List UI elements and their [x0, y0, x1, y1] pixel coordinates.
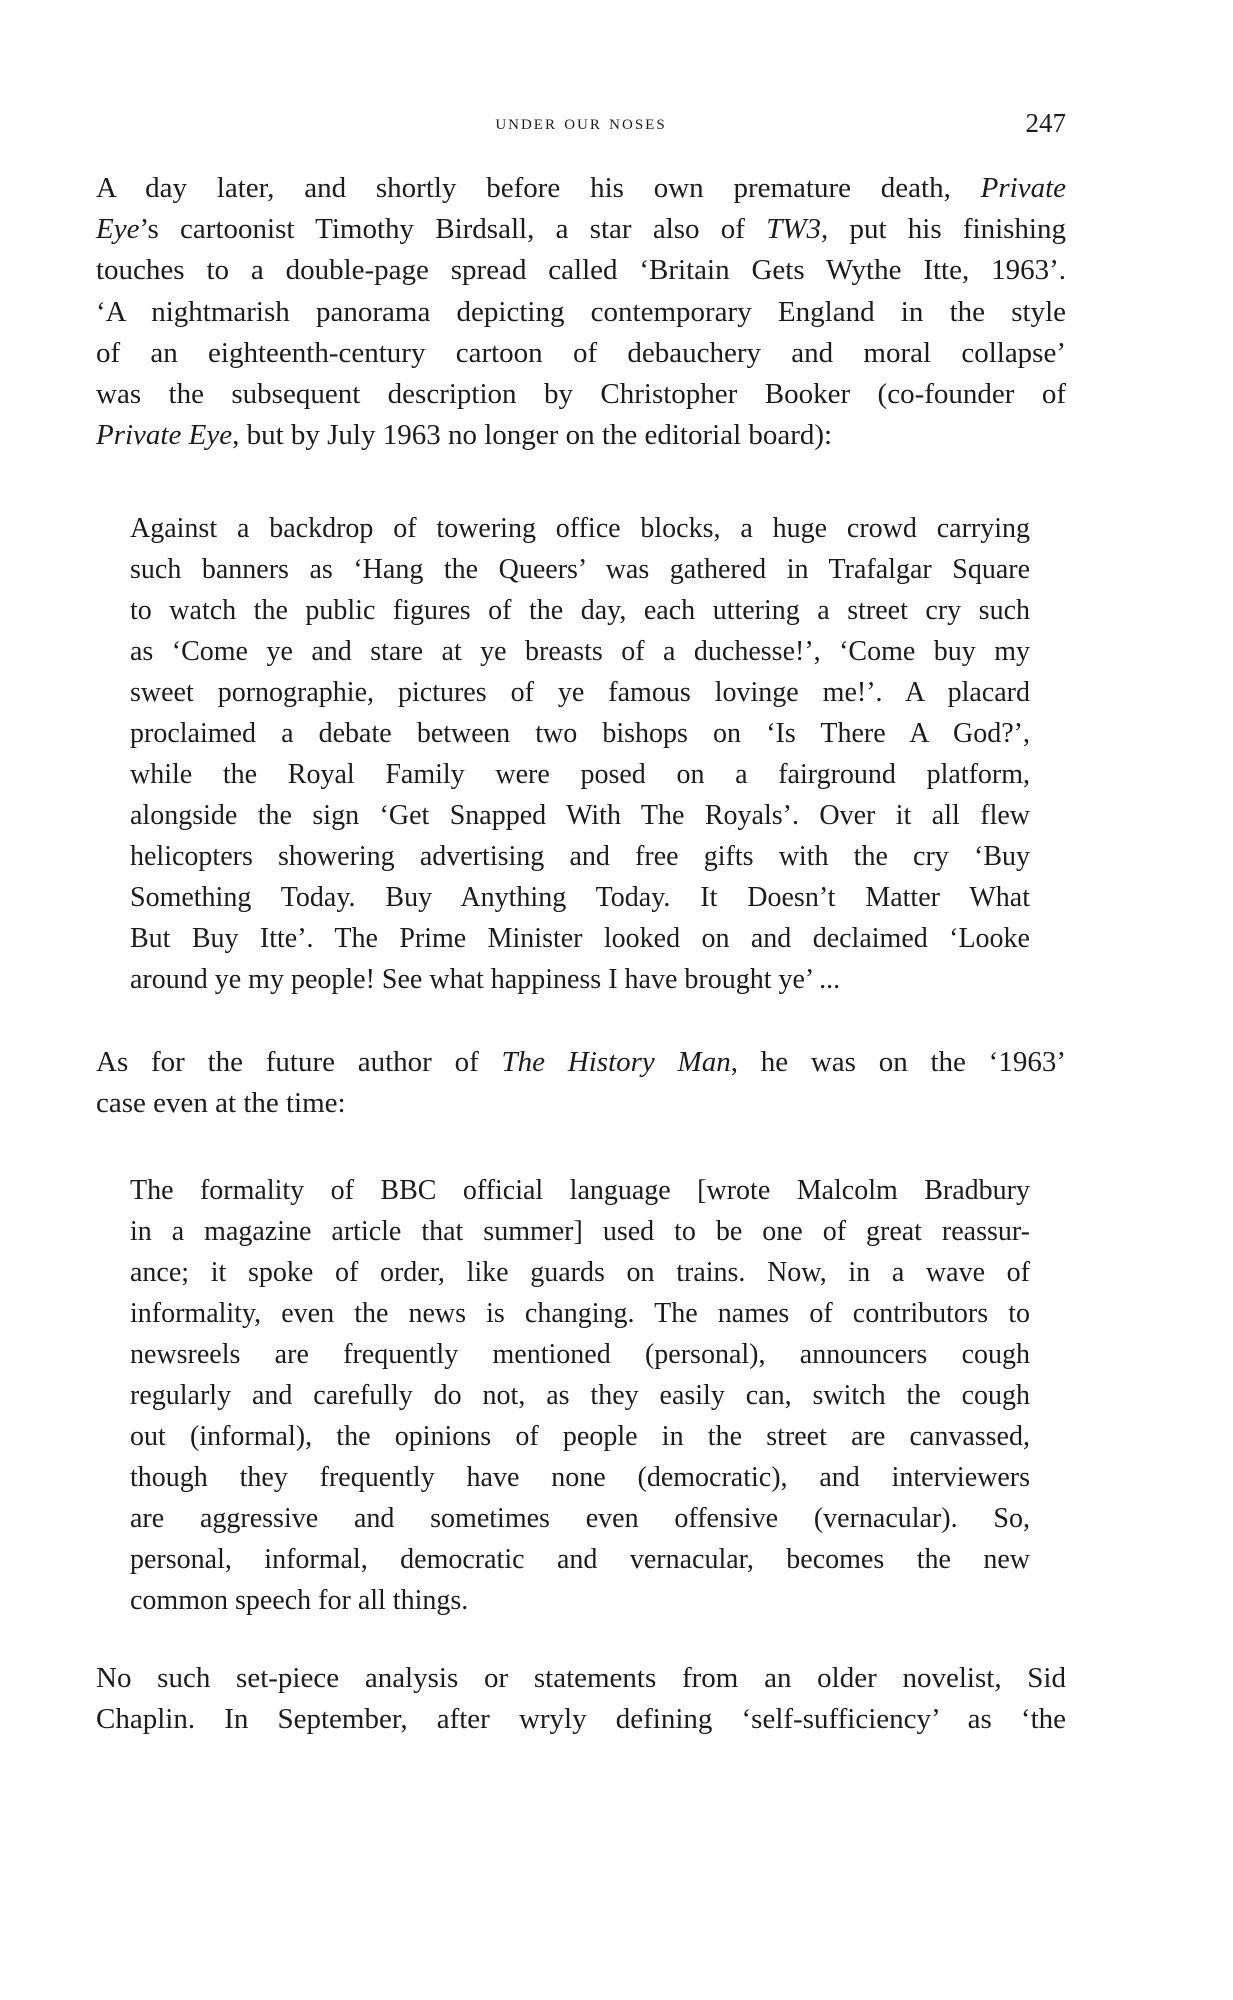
quote-line: though they frequently have none (democratic), and interviewers: [130, 1462, 1030, 1493]
quote-line: as ‘Come ye and stare at ye breasts of a duchesse!’, ‘Come buy my: [130, 636, 1030, 667]
quote-line: are aggressive and sometimes even offensive (vernacular). So,: [130, 1503, 1030, 1534]
paragraph-line: Private Eye, but by July 1963 no longer on the editorial board):: [96, 419, 833, 452]
quote-line: such banners as ‘Hang the Queers’ was gathered in Trafalgar Square: [130, 554, 1030, 585]
quote-line: Against a backdrop of towering office blocks, a huge crowd carrying: [130, 513, 1030, 544]
paragraph-line: No such set-piece analysis or statements from an older novelist, Sid: [96, 1662, 1066, 1694]
italic-text: TW3: [766, 213, 821, 246]
quote-line: informality, even the news is changing. The names of contributors to: [130, 1298, 1030, 1329]
quote-line: personal, informal, democratic and vernacular, becomes the new: [130, 1544, 1030, 1575]
paragraph-line: touches to a double-page spread called ‘Britain Gets Wythe Itte, 1963’.: [96, 254, 1066, 287]
paragraph-line: was the subsequent description by Christopher Booker (co-founder of: [96, 378, 1066, 411]
quote-line: The formality of BBC official language [wrote Malcolm Bradbury: [130, 1175, 1030, 1206]
paragraph-2: [96, 1042, 1066, 1124]
quote-line: out (informal), the opinions of people in the street are canvassed,: [130, 1421, 1030, 1452]
quote-line: newsreels are frequently mentioned (personal), announcers cough: [130, 1339, 1030, 1370]
quote-line: to watch the public figures of the day, each uttering a street cry such: [130, 595, 1030, 626]
italic-text: Eye: [96, 213, 140, 246]
quote-line: regularly and carefully do not, as they easily can, switch the cough: [130, 1380, 1030, 1411]
quote-line: common speech for all things.: [130, 1585, 469, 1616]
paragraph-3: [96, 1658, 1066, 1740]
italic-text: Private Eye: [96, 419, 233, 452]
quote-line: while the Royal Family were posed on a fairground platform,: [130, 759, 1030, 790]
quote-line: in a magazine article that summer] used to be one of great reassur-: [130, 1216, 1030, 1247]
paragraph-line: ‘A nightmarish panorama depicting contemporary England in the style: [96, 295, 1066, 328]
quote-line: alongside the sign ‘Get Snapped With The Royals’. Over it all flew: [130, 800, 1030, 831]
paragraph-1: [96, 168, 1066, 456]
running-title: under our noses: [495, 110, 667, 134]
quote-line: sweet pornographie, pictures of ye famous lovinge me!’. A placard: [130, 677, 1030, 708]
quote-line: But Buy Itte’. The Prime Minister looked on and declaimed ‘Looke: [130, 923, 1030, 954]
paragraph-line: A day later, and shortly before his own premature death, Private: [96, 172, 1066, 204]
italic-text: The History Man: [501, 1046, 731, 1078]
block-quote-1: [130, 508, 1030, 1000]
quote-line: ance; it spoke of order, like guards on trains. Now, in a wave of: [130, 1257, 1030, 1288]
quote-line: helicopters showering advertising and free gifts with the cry ‘Buy: [130, 841, 1030, 872]
block-quote-2: [130, 1170, 1030, 1621]
paragraph-line: As for the future author of The History Man, he was on the ‘1963’: [96, 1046, 1066, 1078]
quote-line: Something Today. Buy Anything Today. It Doesn’t Matter What: [130, 882, 1030, 913]
paragraph-line: Eye’s cartoonist Timothy Birdsall, a star also of TW3, put his finishing: [96, 213, 1066, 246]
quote-line: proclaimed a debate between two bishops on ‘Is There A God?’,: [130, 718, 1030, 749]
paragraph-line: case even at the time:: [96, 1087, 346, 1120]
running-head: [96, 108, 1066, 148]
page-number: 247: [1025, 108, 1066, 138]
quote-line: around ye my people! See what happiness I have brought ye’ ...: [130, 964, 841, 995]
italic-text: Private: [980, 172, 1066, 204]
paragraph-line: Chaplin. In September, after wryly defining ‘self-sufficiency’ as ‘the: [96, 1703, 1066, 1736]
paragraph-line: of an eighteenth-century cartoon of debauchery and moral collapse’: [96, 336, 1066, 369]
